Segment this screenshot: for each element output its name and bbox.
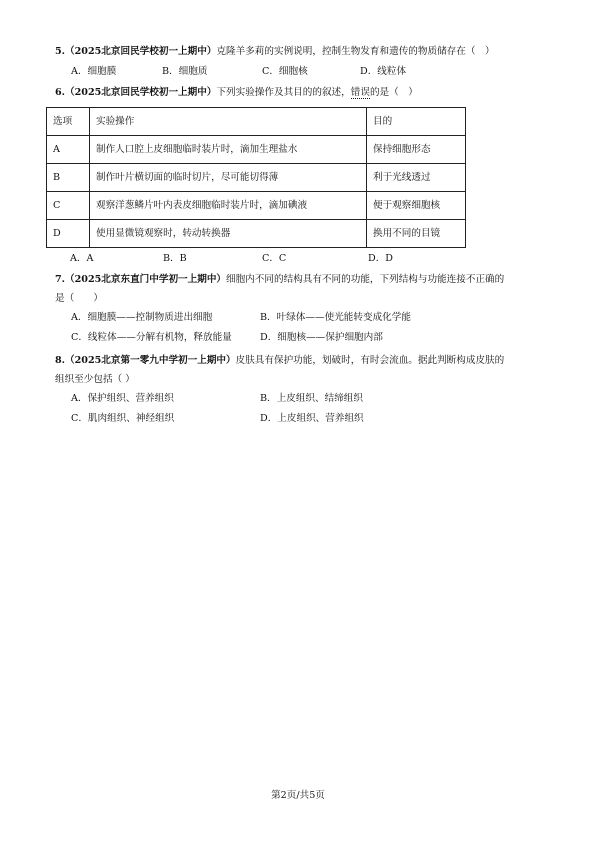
question-5-options xyxy=(55,66,545,80)
option-a: A．细胞膜 xyxy=(71,65,117,77)
question-text: 克隆羊多莉的实例说明，控制生物发育和遗传的物质储存在（ ） xyxy=(216,46,495,57)
table-cell: B xyxy=(47,164,90,192)
question-number: 5. xyxy=(55,46,66,57)
table-cell: 保持细胞形态 xyxy=(367,136,466,164)
option-c: C．细胞核 xyxy=(262,65,308,77)
table-row xyxy=(47,164,466,192)
question-text: 细胞内不同的结构具有不同的功能，下列结构与功能连接不正确的 xyxy=(226,274,505,285)
option-b: B．B xyxy=(163,253,187,264)
table-cell: A xyxy=(47,136,90,164)
table-cell: 便于观察细胞核 xyxy=(367,192,466,220)
question-5-stem xyxy=(55,46,545,58)
table-row xyxy=(47,220,466,248)
emphasized-word: 错误 xyxy=(350,87,370,98)
question-8-options-row-1 xyxy=(55,393,545,407)
question-7-stem xyxy=(55,274,545,286)
experiment-table xyxy=(46,107,466,248)
table-cell: C xyxy=(47,192,90,220)
option-a: A．细胞膜——控制物质进出细胞 xyxy=(71,312,213,323)
question-8 xyxy=(55,355,545,427)
option-d: D．线粒体 xyxy=(360,65,407,77)
table-cell: 观察洋葱鳞片叶内表皮细胞临时装片时，滴加碘液 xyxy=(90,192,367,220)
question-source: （2025北京第一零九中学初一上期中） xyxy=(65,355,236,366)
table-cell: D xyxy=(47,220,90,248)
question-6-stem xyxy=(55,87,545,99)
question-text: 皮肤具有保护功能，划破时，有时会流血。据此判断构成皮肤的 xyxy=(235,355,505,366)
table-cell: 换用不同的目镜 xyxy=(367,220,466,248)
option-d: D．D xyxy=(368,253,393,264)
table-cell: 制作叶片横切面的临时切片，尽可能切得薄 xyxy=(90,164,367,192)
page-footer: 第2页/共5页 xyxy=(271,790,325,801)
table-cell: 利于光线透过 xyxy=(367,164,466,192)
question-7-stem-cont: 是（ ） xyxy=(55,292,103,304)
question-8-options-row-2 xyxy=(55,413,545,427)
question-8-stem xyxy=(55,355,545,367)
question-text-end: 的是（ ） xyxy=(369,87,418,98)
table-cell: 使用显微镜观察时，转动转换器 xyxy=(90,220,367,248)
question-source: （2025北京东直门中学初一上期中） xyxy=(65,274,227,285)
question-text: 下列实验操作及其目的的叙述， xyxy=(216,87,351,98)
question-number: 7. xyxy=(55,274,66,285)
option-a: A．A xyxy=(70,253,94,264)
table-row xyxy=(47,192,466,220)
table-header-cell: 目的 xyxy=(367,108,466,136)
question-source: （2025北京回民学校初一上期中） xyxy=(65,46,217,57)
option-c: C．线粒体——分解有机物，释放能量 xyxy=(71,332,232,343)
option-b: B．细胞质 xyxy=(162,65,208,77)
table-header-cell: 选项 xyxy=(47,108,90,136)
option-a: A．保护组织、营养组织 xyxy=(71,393,174,404)
option-d: D．细胞核——保护细胞内部 xyxy=(260,332,383,343)
question-7 xyxy=(55,274,545,346)
option-c: C．肌肉组织、神经组织 xyxy=(71,413,175,424)
question-5 xyxy=(55,46,545,80)
option-d: D．上皮组织、营养组织 xyxy=(260,413,364,424)
question-8-stem-cont: 组织至少包括（ ） xyxy=(55,373,135,385)
question-number: 6. xyxy=(55,87,66,98)
question-6 xyxy=(55,87,545,99)
question-source: （2025北京回民学校初一上期中） xyxy=(65,87,217,98)
option-b: B．上皮组织、结缔组织 xyxy=(260,393,363,404)
table-cell: 制作人口腔上皮细胞临时装片时，滴加生理盐水 xyxy=(90,136,367,164)
question-6-options xyxy=(70,253,490,267)
table-row xyxy=(47,136,466,164)
option-b: B．叶绿体——使光能转变成化学能 xyxy=(260,312,411,323)
table-header-row xyxy=(47,108,466,136)
question-7-options-row-1 xyxy=(55,312,545,326)
question-7-options-row-2 xyxy=(55,332,545,346)
option-c: C．C xyxy=(262,253,287,264)
table-header-cell: 实验操作 xyxy=(90,108,367,136)
question-number: 8. xyxy=(55,355,66,366)
